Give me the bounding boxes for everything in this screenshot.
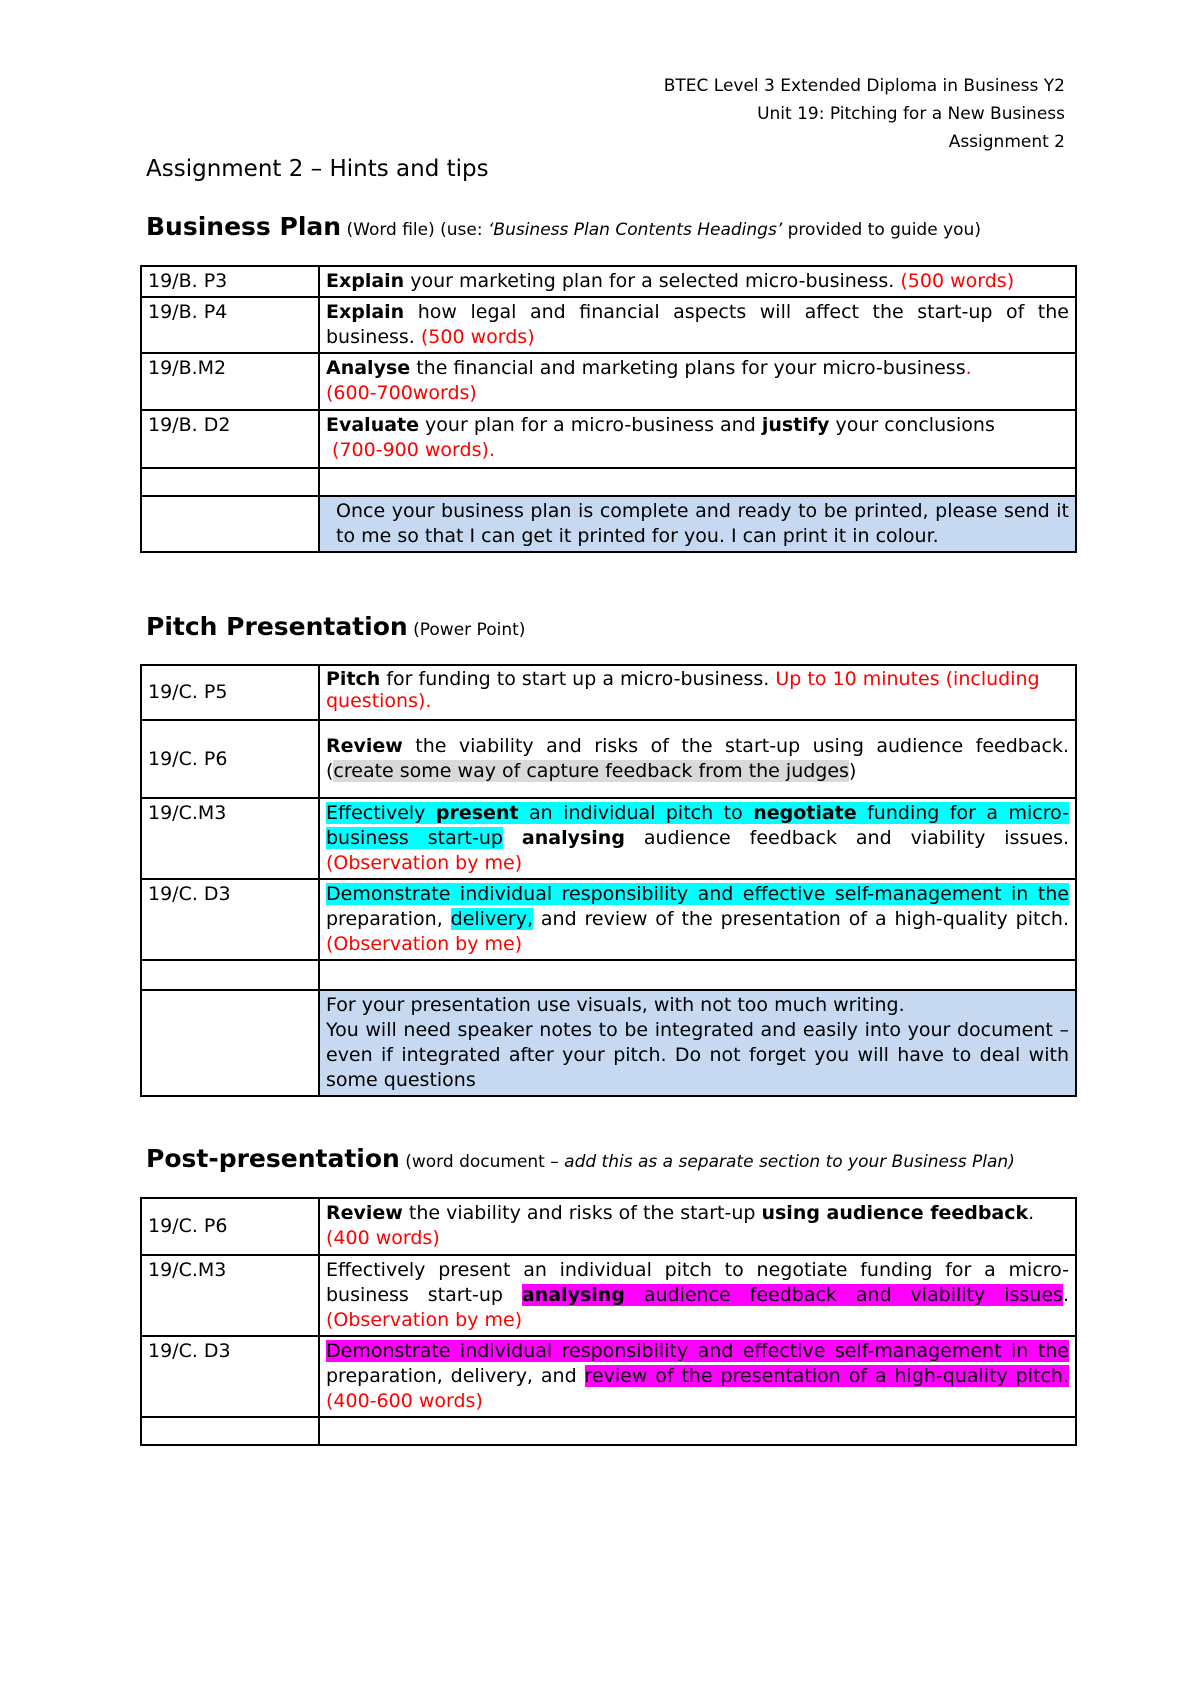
criteria-code: 19/B. P4 xyxy=(141,297,319,353)
criteria-code: 19/B. P3 xyxy=(141,266,319,297)
header-assignment: Assignment 2 xyxy=(948,132,1065,152)
criteria-text: Demonstrate individual responsibility and effective self-management in the preparation, delivery, and review of the presentation of a high-quality pitch. (Observation by me) xyxy=(319,879,1076,960)
table-row xyxy=(141,990,1076,1096)
table-row xyxy=(141,297,1076,353)
table-row xyxy=(141,266,1076,297)
criteria-text: Pitch for funding to start up a micro-business. Up to 10 minutes (including questions). xyxy=(319,665,1076,720)
criteria-text: Effectively present an individual pitch to negotiate funding for a micro-business start-up analysing audience feedback and viability issues. (Observation by me) xyxy=(319,1255,1076,1336)
table-row xyxy=(141,468,1076,496)
criteria-text: Explain how legal and financial aspects will affect the start-up of the business. (500 words) xyxy=(319,297,1076,353)
presentation-tip: For your presentation use visuals, with not too much writing. You will need speaker notes to be integrated and easily into your document – even if integrated after your pitch. Do not forget you will have to deal with some questions xyxy=(319,990,1076,1096)
section-title: Post-presentation xyxy=(146,1144,400,1173)
criteria-code: 19/C. D3 xyxy=(141,1336,319,1417)
table-row xyxy=(141,353,1076,410)
criteria-text: Effectively present an individual pitch to negotiate funding for a micro-business start-up analysing audience feedback and viability issues. (Observation by me) xyxy=(319,798,1076,879)
criteria-text: Review the viability and risks of the start-up using audience feedback. (create some way of capture feedback from the judges) xyxy=(319,720,1076,798)
table-row xyxy=(141,410,1076,468)
table-row xyxy=(141,798,1076,879)
criteria-text: Evaluate your plan for a micro-business and justify your conclusions (700-900 words). xyxy=(319,410,1076,468)
criteria-code: 19/C.M3 xyxy=(141,1255,319,1336)
business-plan-table xyxy=(140,265,1077,553)
table-row xyxy=(141,665,1076,720)
section-title: Pitch Presentation xyxy=(146,612,408,641)
post-presentation-table xyxy=(140,1197,1077,1446)
criteria-code: 19/B. D2 xyxy=(141,410,319,468)
table-row xyxy=(141,496,1076,552)
criteria-text: Review the viability and risks of the start-up using audience feedback. (400 words) xyxy=(319,1198,1076,1255)
criteria-code: 19/C. P5 xyxy=(141,665,319,720)
table-row xyxy=(141,1417,1076,1445)
document-header xyxy=(664,72,1065,156)
header-unit: Unit 19: Pitching for a New Business xyxy=(757,104,1065,124)
print-tip: Once your business plan is complete and ready to be printed, please send it to me so that I can get it printed for you. I can print it in colour. xyxy=(319,496,1076,552)
header-course: BTEC Level 3 Extended Diploma in Business Y2 xyxy=(663,76,1065,96)
criteria-code: 19/B.M2 xyxy=(141,353,319,410)
criteria-text: Explain your marketing plan for a selected micro-business. (500 words) xyxy=(319,266,1076,297)
criteria-code: 19/C. D3 xyxy=(141,879,319,960)
table-row xyxy=(141,720,1076,798)
section-title: Business Plan xyxy=(146,212,342,241)
pitch-table xyxy=(140,664,1077,1097)
post-presentation-heading: Post-presentation (word document – add this as a separate section to your Business Plan) xyxy=(146,1144,1015,1173)
business-plan-heading: Business Plan (Word file) (use: ‘Business Plan Contents Headings’ provided to guide you) xyxy=(146,212,981,241)
table-row xyxy=(141,879,1076,960)
criteria-code: 19/C. P6 xyxy=(141,1198,319,1255)
criteria-code: 19/C.M3 xyxy=(141,798,319,879)
page-title: Assignment 2 – Hints and tips xyxy=(146,156,489,182)
table-row xyxy=(141,960,1076,990)
criteria-text: Demonstrate individual responsibility and effective self-management in the preparation, delivery, and review of the presentation of a high-quality pitch. (400-600 words) xyxy=(319,1336,1076,1417)
pitch-presentation-heading: Pitch Presentation (Power Point) xyxy=(146,612,526,641)
criteria-text: Analyse the financial and marketing plans for your micro-business. (600-700words) xyxy=(319,353,1076,410)
table-row xyxy=(141,1198,1076,1255)
table-row xyxy=(141,1255,1076,1336)
table-row xyxy=(141,1336,1076,1417)
criteria-code: 19/C. P6 xyxy=(141,720,319,798)
